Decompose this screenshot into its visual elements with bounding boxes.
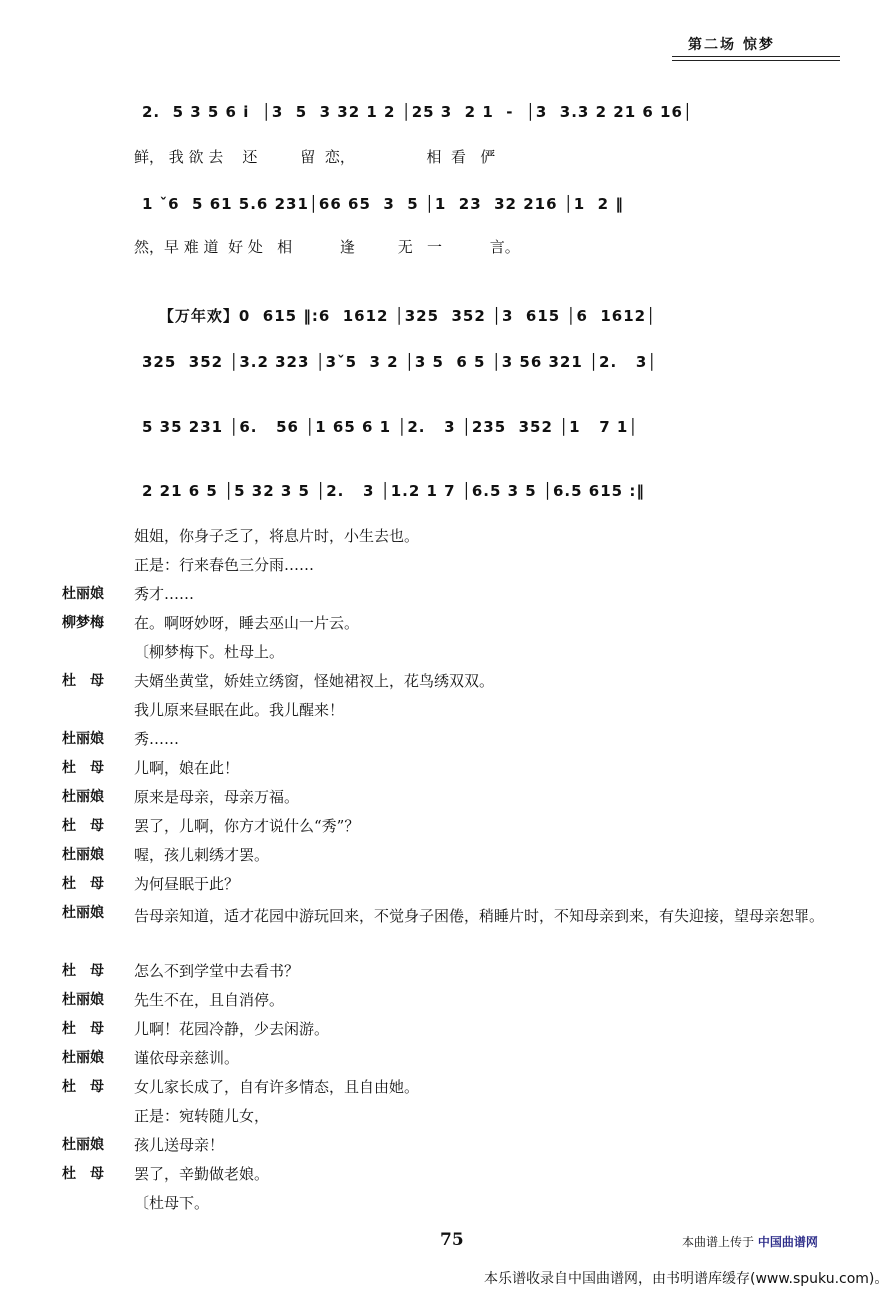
footer-note: 本乐谱收录自中国曲谱网，由书明谱库缓存(www.spuku.com)。 xyxy=(484,1271,889,1287)
dialog-line: 杜 母 为何昼眠于此？ xyxy=(62,875,240,893)
dialog-block xyxy=(62,525,852,1221)
tune-label: 【万年欢】 xyxy=(158,307,239,325)
score-row-1 xyxy=(134,103,840,129)
dialog-line: 我儿原来昼眠在此。我儿醒来！ xyxy=(134,701,345,719)
score-notes: 325 352 │3.2 323 │3ˇ5 3 2 │3 5 6 5 │3 56 321 │2. 3│ xyxy=(142,353,658,371)
score-notes: 2. 5 3 5 6 i │3 5 3 32 1 2 │25 3 2 1 - │3 3.3 2 21 6 16│ xyxy=(142,103,693,121)
lyrics-line-1: 鲜， 我 欲 去 还 留 恋， 相 看 俨 xyxy=(134,148,496,166)
dialog-line: 杜丽娘 告母亲知道，适才花园中游玩回来，不觉身子困倦，稍睡片时，不知母亲到来，有失迎接，望母亲恕罪。 xyxy=(62,905,825,925)
dialog-line: 杜丽娘 谨依母亲慈训。 xyxy=(62,1049,240,1067)
header-rule xyxy=(672,56,840,57)
upload-note xyxy=(682,1233,818,1250)
stage-direction: 〔柳梦梅下。杜母上。 xyxy=(134,643,285,661)
stage-direction: 〔杜母下。 xyxy=(134,1194,210,1212)
dialog-line: 杜 母 儿啊，娘在此！ xyxy=(62,759,240,777)
header-rule-thin xyxy=(672,60,840,61)
score-notes: 1 ˇ6 5 61 5.6 231│66 65 3 5 │1 23 32 216 │1 2 ‖ xyxy=(142,195,624,213)
dialog-line: 杜 母 儿啊！花园冷静，少去闲游。 xyxy=(62,1020,330,1038)
dialog-line: 杜 母 罢了，辛勤做老娘。 xyxy=(62,1165,270,1183)
dialog-line: 杜 母 罢了，儿啊，你方才说什么“秀”？ xyxy=(62,817,360,835)
dialog-line: 姐姐，你身子乏了，将息片时，小生去也。 xyxy=(134,527,420,545)
score-row-6 xyxy=(134,482,840,508)
dialog-line: 杜丽娘 秀…… xyxy=(62,730,180,748)
brand-logo-text[interactable]: 中国曲谱网 xyxy=(757,1235,818,1249)
score-row-5 xyxy=(134,418,840,444)
dialog-line: 杜丽娘 先生不在，且自消停。 xyxy=(62,991,285,1009)
upload-prefix: 本曲谱上传于 xyxy=(682,1235,755,1249)
dialog-line: 正是：行来春色三分雨…… xyxy=(134,556,315,574)
dialog-line: 杜丽娘 喔，孩儿刺绣才罢。 xyxy=(62,846,270,864)
running-header: 第二场 惊梦 xyxy=(688,37,775,53)
dialog-line: 杜丽娘 秀才…… xyxy=(62,585,195,603)
dialog-line: 杜 母 怎么不到学堂中去看书？ xyxy=(62,962,300,980)
dialog-line: 杜 母 夫婿坐黄堂，娇娃立绣窗，怪她裙衩上，花鸟绣双双。 xyxy=(62,672,495,690)
score-notes: 5 35 231 │6. 56 │1 65 6 1 │2. 3 │235 352 │1 7 1│ xyxy=(142,418,639,436)
page-number: 75 xyxy=(440,1230,464,1250)
score-row-2 xyxy=(134,195,840,221)
dialog-line: 杜丽娘 孩儿送母亲！ xyxy=(62,1136,225,1154)
dialog-line: 杜丽娘 原来是母亲，母亲万福。 xyxy=(62,788,300,806)
score-row-4 xyxy=(134,353,840,379)
dialog-line: 杜 母 女儿家长成了，自有许多情态，且自由她。 xyxy=(62,1078,420,1096)
score-row-3 xyxy=(134,287,840,325)
dialog-line: 柳梦梅 在。啊呀妙呀，睡去巫山一片云。 xyxy=(62,614,360,632)
score-notes: 0 615 ‖:6 1612 │325 352 │3 615 │6 1612│ xyxy=(238,307,657,325)
lyrics-line-2: 然，早 难 道 好 处 相 逢 无 一 言。 xyxy=(134,238,520,256)
dialog-line: 正是：宛转随儿女， xyxy=(134,1107,270,1125)
score-notes: 2 21 6 5 │5 32 3 5 │2. 3 │1.2 1 7 │6.5 3 5 │6.5 615 :‖ xyxy=(142,482,645,500)
